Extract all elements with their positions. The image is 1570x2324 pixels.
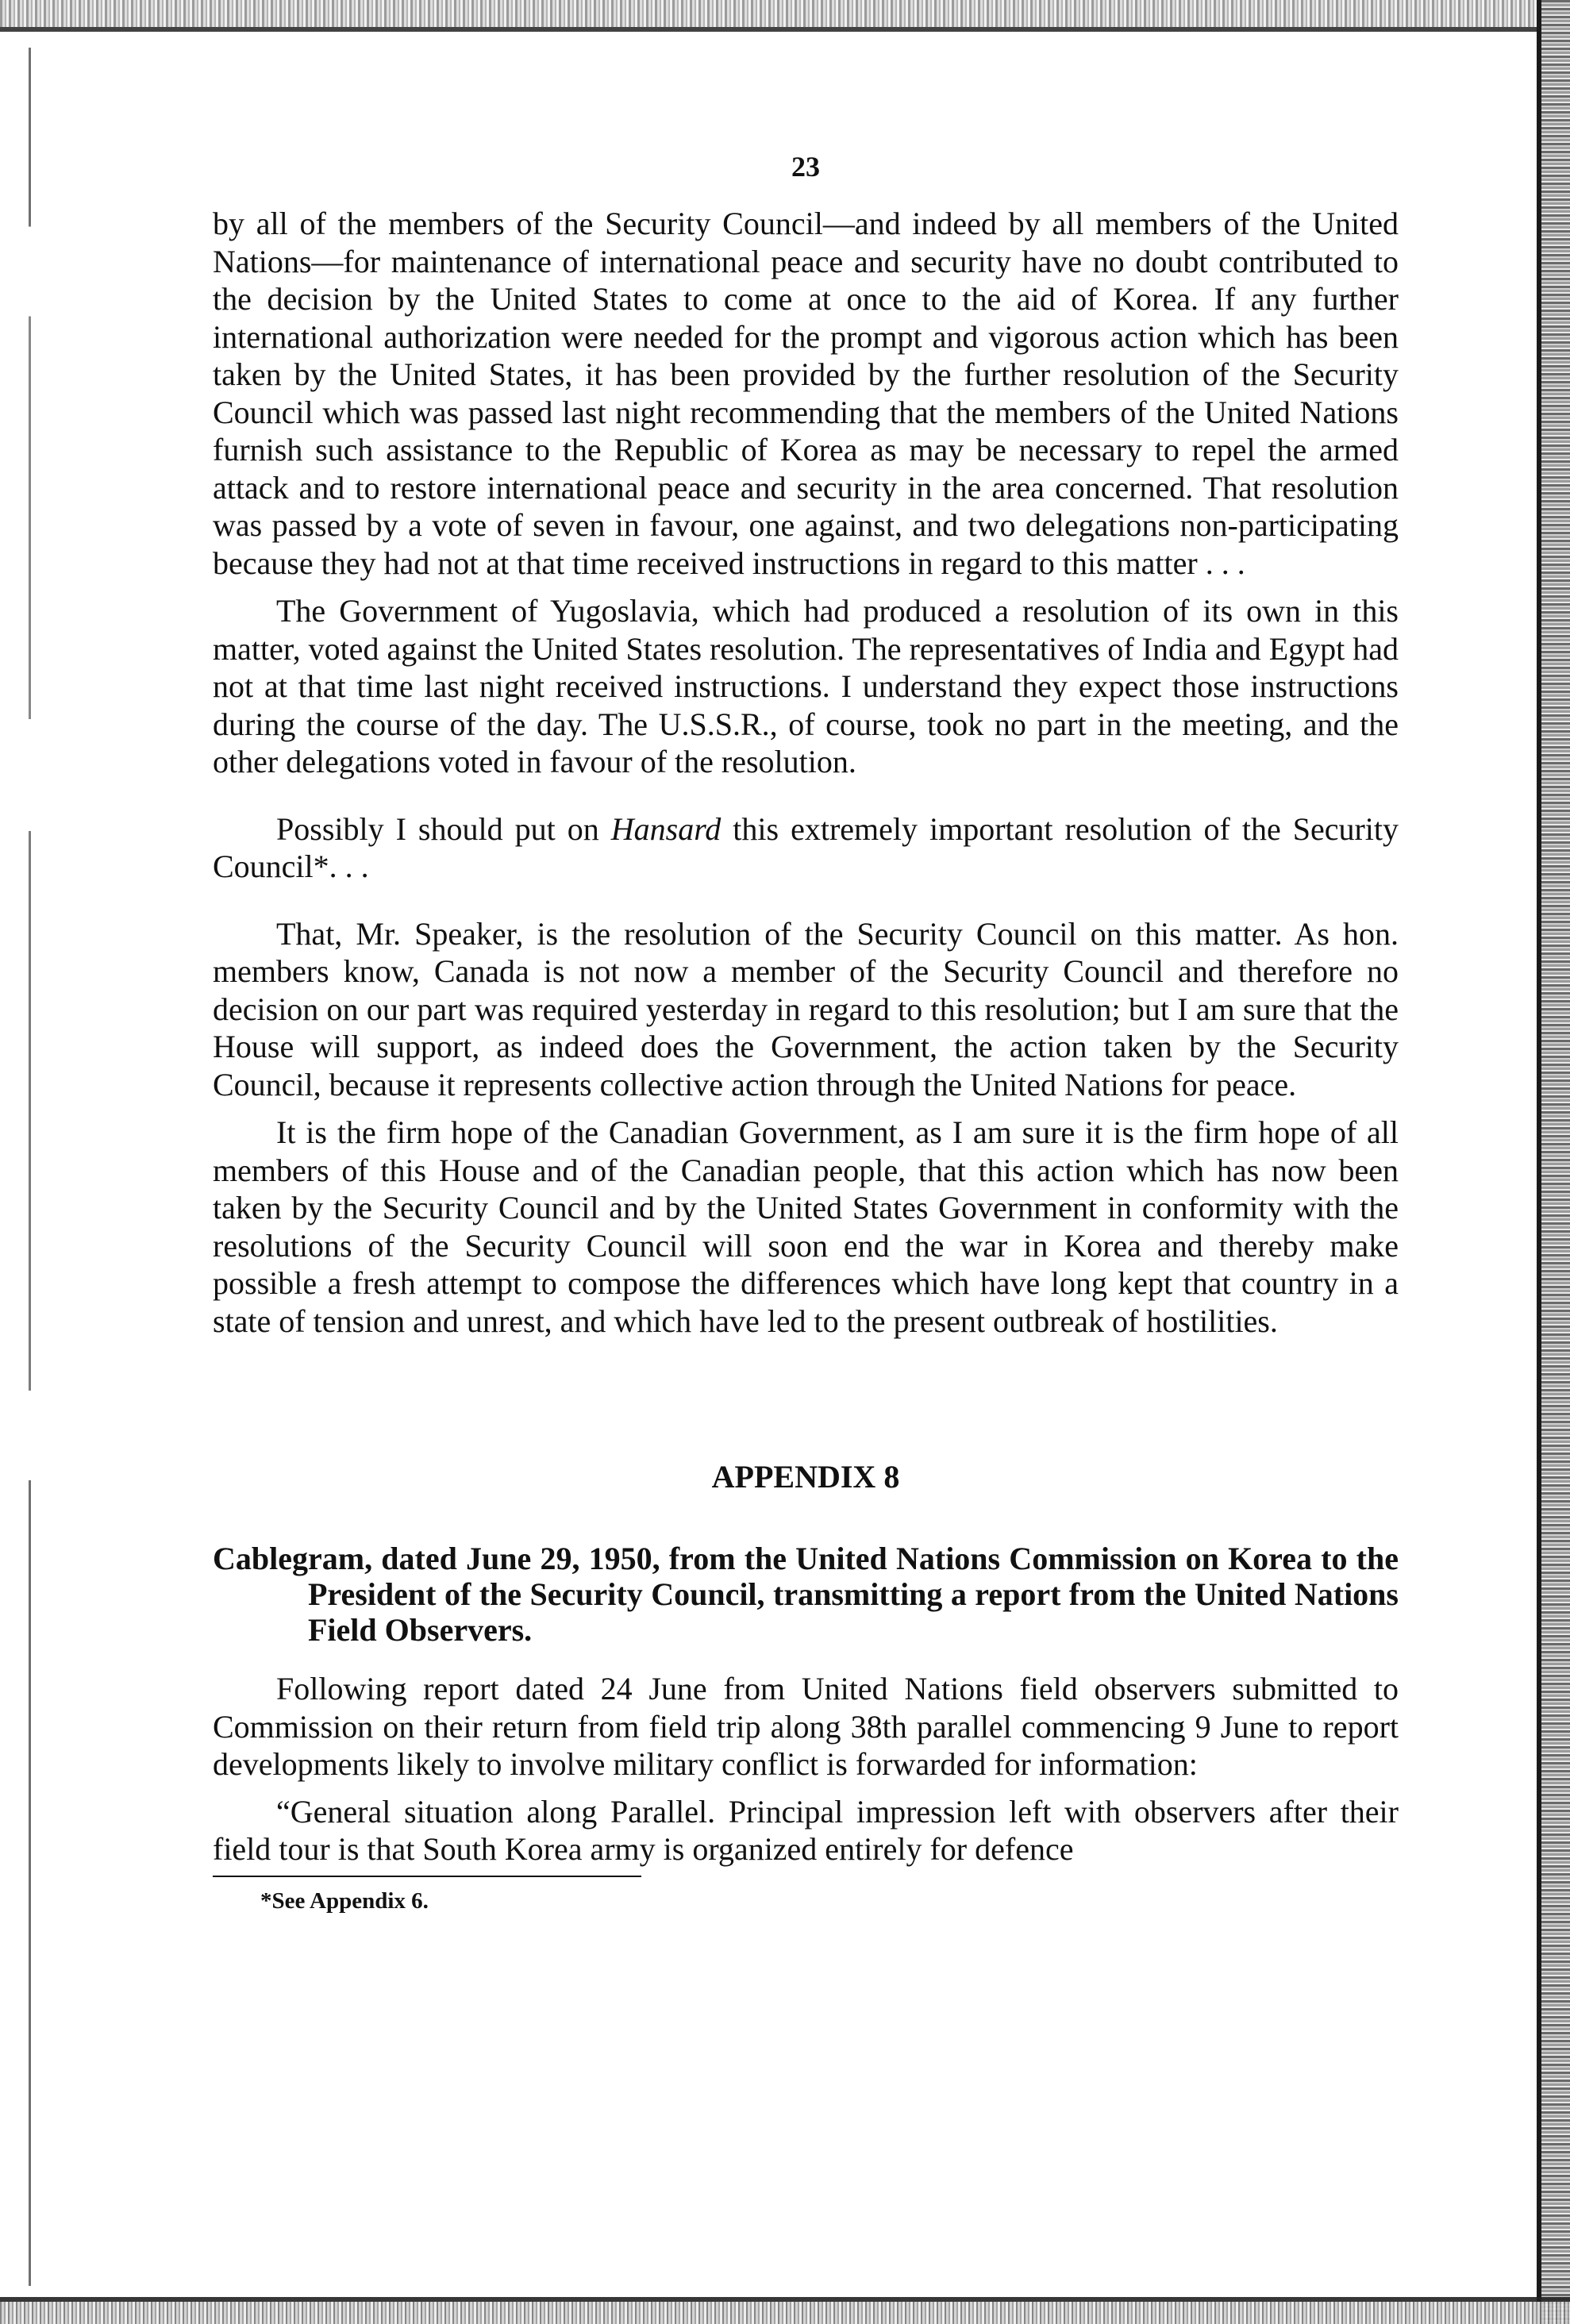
hansard-text-after: this extremely important resolution of the Security Council*. . . (213, 810, 1399, 884)
appendix-heading: APPENDIX 8 (711, 1459, 900, 1495)
body-paragraph: by all of the members of the Security Council—and indeed by all members of the United Nations—for maintenance of international peace and security have no doubt contributed to the decision by the United States to come at once to the aid of Korea. If any further international authorization were needed for the prompt and vigorous action which has been taken by the United States, it has been provided by the further resolution of the Security Council which was passed last night recommending that the members of the United Nations furnish such assistance to the Republic of Korea as may be necessary to repel the armed attack and to restore international peace and security in the area concerned. That resolution was passed by a vote of seven in favour, one against, and two delegations non-participating because they had not at that time received instructions in regard to this matter . . . (213, 206, 1399, 581)
footnote: *See Appendix 6. (260, 1887, 429, 1914)
hansard-italic: Hansard (610, 810, 722, 847)
scan-border-top (0, 0, 1570, 32)
body-paragraph: The Government of Yugoslavia, which had produced a resolution of its own in this matter, voted against the United States resolution. The representatives of India and Egypt had not at that time last night received instructions. I understand they expect those instructions during the course of the day. The U.S.S.R., of course, took no part in the meeting, and the other delegations voted in favour of the resolution. (213, 593, 1399, 779)
body-paragraph: It is the firm hope of the Canadian Government, as I am sure it is the firm hope of all members of this House and of the Canadian people, that this action which has now been taken by the Security Council and by the United States Government in conformity with the resolutions of the Security Council will soon end the war in Korea and thereby make possible a fresh attempt to compose the differences which have long kept that country in a state of tension and unrest, and which have led to the present outbreak of hostilities. (213, 1114, 1399, 1339)
appendix-caption: Cablegram, dated June 29, 1950, from the United Nations Commission on Korea to the President of the Security Council, transmitting a report from the United Nations Field Observers. (213, 1541, 1399, 1648)
section-spacer (213, 1350, 1399, 1461)
appendix-paragraph: Following report dated 24 June from United Nations field observers submitted to Commission on their return from field trip along 38th parallel commencing 9 June to report developments likely to involve military conflict is forwarded for information: (213, 1671, 1399, 1782)
hansard-paragraph (213, 810, 1399, 886)
page-number: 23 (791, 151, 820, 183)
scan-border-left (29, 48, 31, 2286)
document-page (213, 135, 1399, 1914)
scan-border-right (1537, 0, 1570, 2324)
appendix-paragraph: “General situation along Parallel. Principal impression left with observers after their field tour is that South Korea army is organized entirely for defence (213, 1793, 1399, 1867)
scan-border-bottom (0, 2297, 1570, 2324)
body-paragraph: That, Mr. Speaker, is the resolution of the Security Council on this matter. As hon. members know, Canada is not now a member of the Security Council and therefore no decision on our part was required yesterday in regard to this resolution; but I am sure that the House will support, as indeed does the Government, the action taken by the Security Council, because it represents collective action through the United Nations for peace. (213, 915, 1399, 1102)
hansard-text-before: Possibly I should put on (276, 810, 611, 847)
footnote-divider (213, 1876, 641, 1877)
